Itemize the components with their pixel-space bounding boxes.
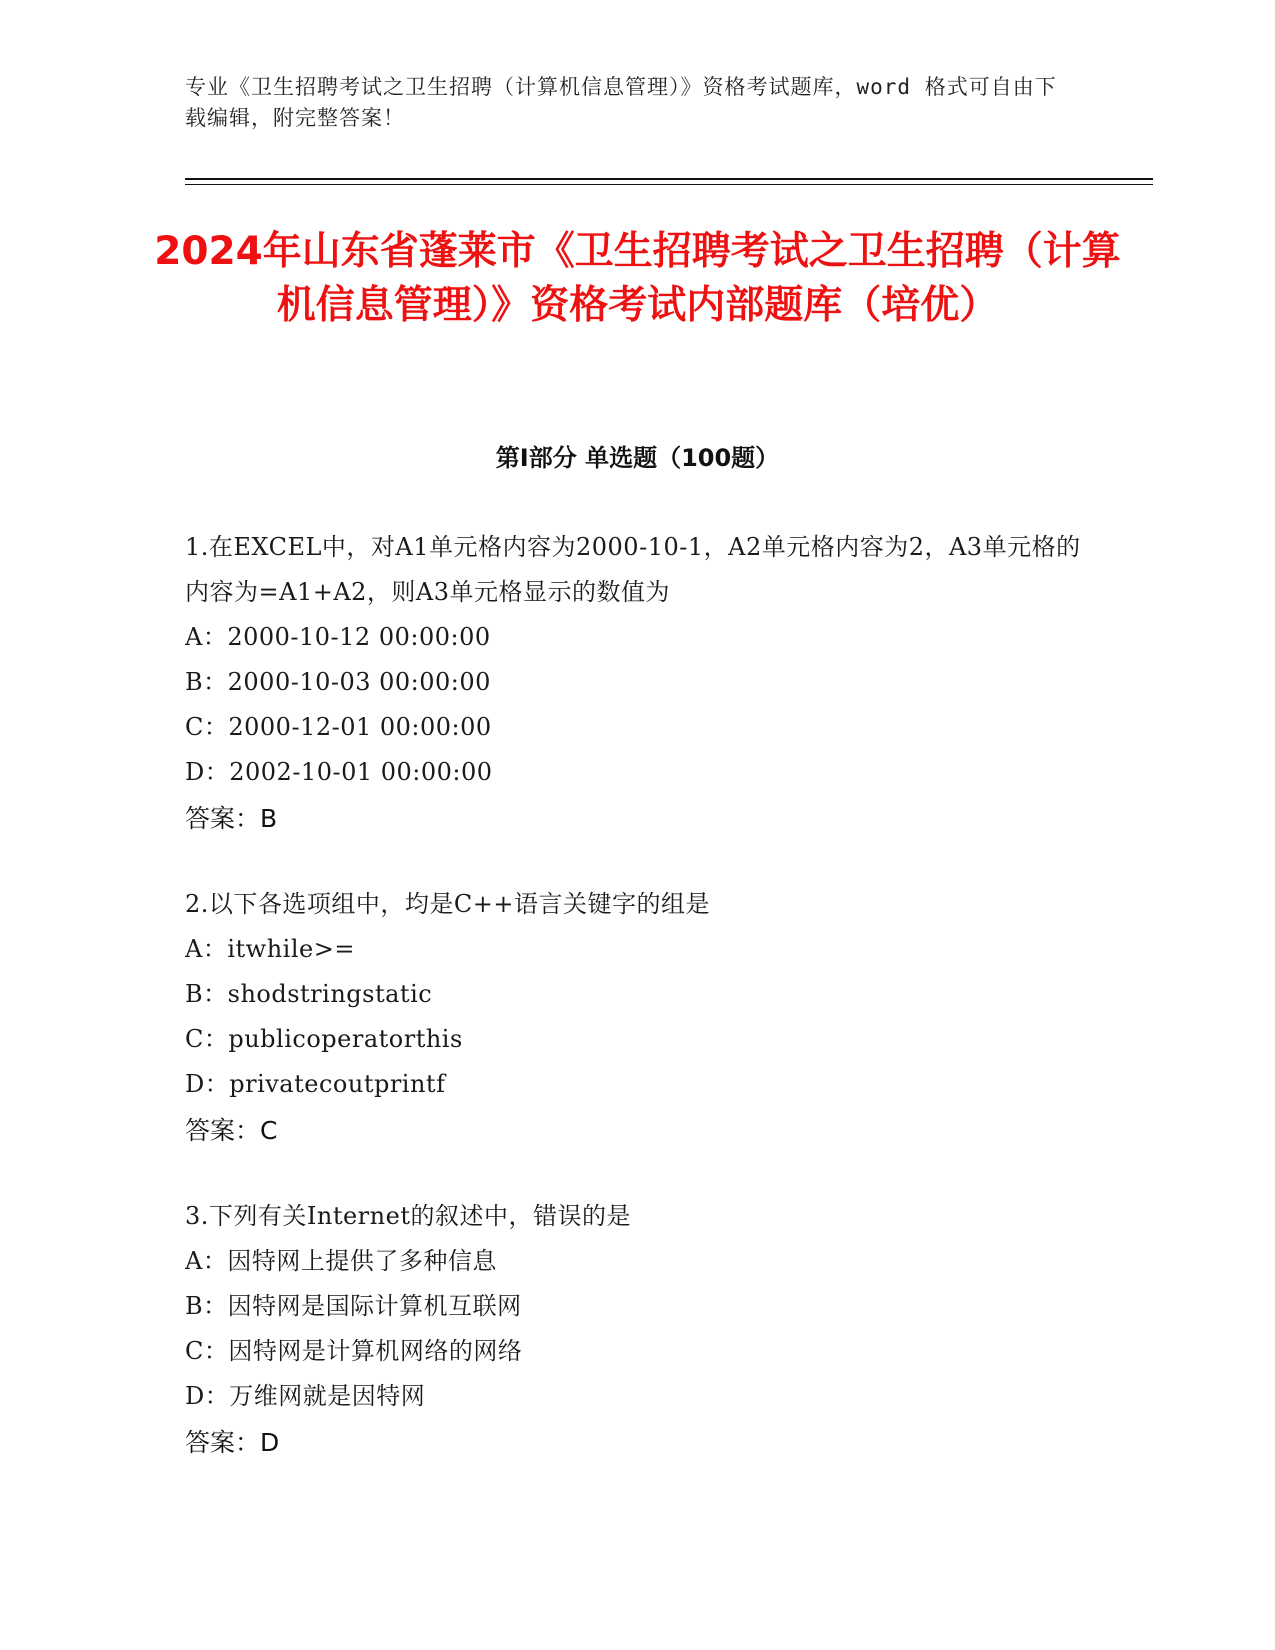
option-c: C：publicoperatorthis: [185, 1025, 463, 1053]
answer: 答案：C: [185, 1116, 278, 1145]
header-note: 专业《卫生招聘考试之卫生招聘（计算机信息管理）》资格考试题库，word 格式可自由下载编辑，附完整答案！: [185, 75, 1057, 130]
option-b: B：shodstringstatic: [185, 980, 433, 1008]
question-list: [185, 525, 1085, 1506]
option-a: A：itwhile>=: [185, 935, 355, 963]
option-c: C：因特网是计算机网络的网络: [185, 1337, 523, 1365]
option-c: C：2000-12-01 00:00:00: [185, 713, 492, 741]
option-d: D：2002-10-01 00:00:00: [185, 758, 493, 786]
option-b: B：因特网是国际计算机互联网: [185, 1292, 522, 1320]
answer: 答案：B: [185, 804, 278, 833]
option-a: A：因特网上提供了多种信息: [185, 1247, 497, 1275]
document-title: 2024年山东省蓬莱市《卫生招聘考试之卫生招聘（计算机信息管理）》资格考试内部题库（培优）: [154, 229, 1121, 328]
section-title: 第Ⅰ部分 单选题（100题）: [495, 444, 780, 472]
question-stem: 1.在EXCEL中，对A1单元格内容为2000-10-1，A2单元格内容为2，A3单元格的内容为=A1+A2，则A3单元格显示的数值为: [185, 533, 1081, 606]
question-stem: 3.下列有关Internet的叙述中，错误的是: [185, 1202, 631, 1230]
question-2: [185, 882, 1085, 1154]
option-a: A：2000-10-12 00:00:00: [185, 623, 491, 651]
header-rule-thick: [185, 178, 1153, 180]
option-b: B：2000-10-03 00:00:00: [185, 668, 491, 696]
option-d: D：privatecoutprintf: [185, 1070, 446, 1098]
question-stem: 2.以下各选项组中，均是C++语言关键字的组是: [185, 890, 710, 918]
answer: 答案：D: [185, 1428, 280, 1457]
question-1: [185, 525, 1085, 842]
question-3: [185, 1194, 1085, 1466]
option-d: D：万维网就是因特网: [185, 1382, 426, 1410]
header-rule-thin: [185, 184, 1153, 185]
